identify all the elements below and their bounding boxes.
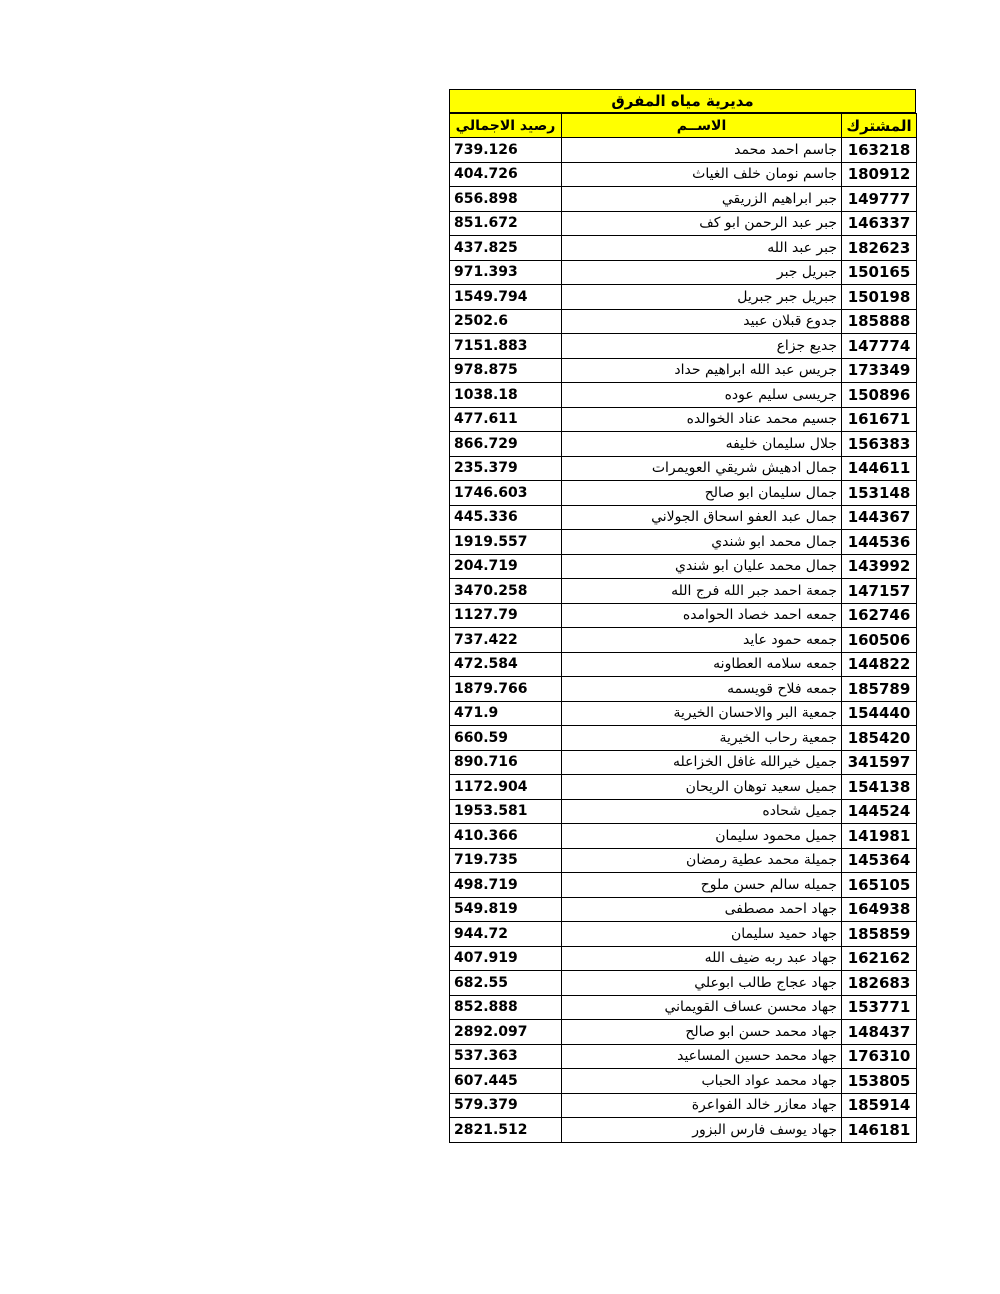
table-row (450, 358, 917, 383)
subscriber-id-cell: 149777 (842, 187, 917, 212)
balance-cell: 1127.79 (450, 603, 562, 628)
balance-cell: 579.379 (450, 1093, 562, 1118)
subscriber-name-cell: جهاد محمد عواد الحباب (562, 1069, 842, 1094)
header-row (450, 114, 917, 138)
subscriber-id-cell: 185859 (842, 922, 917, 947)
table-row (450, 922, 917, 947)
table-row (450, 309, 917, 334)
subscriber-name-cell: جهاد معازر خالد الفواعرة (562, 1093, 842, 1118)
subscriber-id-cell: 144822 (842, 652, 917, 677)
subscriber-name-cell: جمعة احمد جبر الله فرج الله (562, 579, 842, 604)
subscriber-sheet (449, 89, 916, 1143)
subscriber-name-cell: جبريل جبر جبريل (562, 285, 842, 310)
balance-cell: 978.875 (450, 358, 562, 383)
balance-cell: 437.825 (450, 236, 562, 261)
table-row (450, 530, 917, 555)
subscriber-name-cell: جمعه سلامه العطاونه (562, 652, 842, 677)
subscriber-name-cell: جاسم نومان خلف الغياث (562, 162, 842, 187)
header-subscriber: المشترك (842, 114, 917, 138)
balance-cell: 407.919 (450, 946, 562, 971)
balance-cell: 477.611 (450, 407, 562, 432)
subscriber-name-cell: جمال ادهيش شريقي العويمرات (562, 456, 842, 481)
subscriber-name-cell: جميلة محمد عطية رمضان (562, 848, 842, 873)
header-balance: رصيد الاجمالي (450, 114, 562, 138)
subscriber-id-cell: 161671 (842, 407, 917, 432)
subscriber-name-cell: جميل سعيد توهان الريحان (562, 775, 842, 800)
subscriber-name-cell: جمعية رحاب الخيرية (562, 726, 842, 751)
subscriber-name-cell: جمال محمد عليان ابو شندي (562, 554, 842, 579)
table-row (450, 1118, 917, 1143)
subscriber-id-cell: 185420 (842, 726, 917, 751)
table-row (450, 652, 917, 677)
subscriber-id-cell: 147774 (842, 334, 917, 359)
subscriber-name-cell: جمال عبد العفو اسحاق الجولاني (562, 505, 842, 530)
header-name: الاســم (562, 114, 842, 138)
subscriber-id-cell: 160506 (842, 628, 917, 653)
table-row (450, 1044, 917, 1069)
balance-cell: 944.72 (450, 922, 562, 947)
subscriber-name-cell: جميله سالم حسن ملوح (562, 873, 842, 898)
subscriber-id-cell: 154138 (842, 775, 917, 800)
balance-cell: 851.672 (450, 211, 562, 236)
subscriber-id-cell: 146181 (842, 1118, 917, 1143)
subscriber-id-cell: 153805 (842, 1069, 917, 1094)
subscriber-name-cell: جمال محمد ابو شندي (562, 530, 842, 555)
subscriber-id-cell: 148437 (842, 1020, 917, 1045)
table-row (450, 554, 917, 579)
balance-cell: 2892.097 (450, 1020, 562, 1045)
subscriber-id-cell: 182683 (842, 971, 917, 996)
table-row (450, 481, 917, 506)
balance-cell: 1746.603 (450, 481, 562, 506)
balance-cell: 3470.258 (450, 579, 562, 604)
table-row (450, 873, 917, 898)
subscriber-name-cell: جاسم احمد محمد (562, 138, 842, 163)
table-row (450, 726, 917, 751)
balance-cell: 1879.766 (450, 677, 562, 702)
table-row (450, 138, 917, 163)
subscriber-name-cell: جمعه حمود عايد (562, 628, 842, 653)
table-row (450, 407, 917, 432)
subscriber-name-cell: جبريل جبر (562, 260, 842, 285)
subscriber-id-cell: 154440 (842, 701, 917, 726)
balance-cell: 1038.18 (450, 383, 562, 408)
subscriber-name-cell: جبر ابراهيم الزريقي (562, 187, 842, 212)
table-row (450, 677, 917, 702)
subscriber-name-cell: جهاد محمد حسين المساعيد (562, 1044, 842, 1069)
balance-cell: 404.726 (450, 162, 562, 187)
balance-cell: 472.584 (450, 652, 562, 677)
subscriber-table (449, 113, 917, 1143)
table-row (450, 775, 917, 800)
balance-cell: 1919.557 (450, 530, 562, 555)
subscriber-id-cell: 162162 (842, 946, 917, 971)
subscriber-id-cell: 163218 (842, 138, 917, 163)
balance-cell: 445.336 (450, 505, 562, 530)
subscriber-name-cell: جهاد محسن عساف القويماني (562, 995, 842, 1020)
table-row (450, 162, 917, 187)
subscriber-id-cell: 176310 (842, 1044, 917, 1069)
subscriber-id-cell: 150896 (842, 383, 917, 408)
balance-cell: 2502.6 (450, 309, 562, 334)
subscriber-id-cell: 164938 (842, 897, 917, 922)
table-row (450, 603, 917, 628)
subscriber-id-cell: 185888 (842, 309, 917, 334)
subscriber-id-cell: 141981 (842, 824, 917, 849)
table-row (450, 971, 917, 996)
balance-cell: 660.59 (450, 726, 562, 751)
table-row (450, 260, 917, 285)
subscriber-id-cell: 146337 (842, 211, 917, 236)
table-row (450, 432, 917, 457)
table-row (450, 1020, 917, 1045)
subscriber-name-cell: جهاد يوسف فارس البزور (562, 1118, 842, 1143)
subscriber-id-cell: 165105 (842, 873, 917, 898)
table-row (450, 505, 917, 530)
subscriber-id-cell: 144611 (842, 456, 917, 481)
table-row (450, 187, 917, 212)
subscriber-name-cell: جهاد عجاج طالب ابوعلي (562, 971, 842, 996)
subscriber-id-cell: 150165 (842, 260, 917, 285)
table-row (450, 236, 917, 261)
subscriber-name-cell: جبر عبد الله (562, 236, 842, 261)
table-row (450, 701, 917, 726)
subscriber-id-cell: 173349 (842, 358, 917, 383)
subscriber-id-cell: 143992 (842, 554, 917, 579)
table-row (450, 456, 917, 481)
table-row (450, 211, 917, 236)
table-row (450, 1069, 917, 1094)
balance-cell: 852.888 (450, 995, 562, 1020)
table-row (450, 946, 917, 971)
subscriber-name-cell: جمعه فلاح قويسمه (562, 677, 842, 702)
subscriber-id-cell: 341597 (842, 750, 917, 775)
balance-cell: 890.716 (450, 750, 562, 775)
balance-cell: 971.393 (450, 260, 562, 285)
subscriber-name-cell: جهاد احمد مصطفى (562, 897, 842, 922)
balance-cell: 410.366 (450, 824, 562, 849)
subscriber-name-cell: جميل محمود سليمان (562, 824, 842, 849)
subscriber-name-cell: جمعه احمد خصاد الحوامده (562, 603, 842, 628)
balance-cell: 549.819 (450, 897, 562, 922)
subscriber-id-cell: 185914 (842, 1093, 917, 1118)
table-row (450, 285, 917, 310)
subscriber-id-cell: 153771 (842, 995, 917, 1020)
subscriber-id-cell: 144367 (842, 505, 917, 530)
subscriber-id-cell: 145364 (842, 848, 917, 873)
balance-cell: 7151.883 (450, 334, 562, 359)
balance-cell: 1172.904 (450, 775, 562, 800)
table-row (450, 750, 917, 775)
balance-cell: 2821.512 (450, 1118, 562, 1143)
subscriber-name-cell: جمعية البر والاحسان الخيرية (562, 701, 842, 726)
balance-cell: 739.126 (450, 138, 562, 163)
subscriber-name-cell: جريس عبد الله ابراهيم حداد (562, 358, 842, 383)
table-row (450, 824, 917, 849)
table-row (450, 995, 917, 1020)
sheet-title: مديرية مياه المفرق (449, 89, 916, 113)
balance-cell: 204.719 (450, 554, 562, 579)
balance-cell: 719.735 (450, 848, 562, 873)
balance-cell: 682.55 (450, 971, 562, 996)
balance-cell: 656.898 (450, 187, 562, 212)
subscriber-id-cell: 180912 (842, 162, 917, 187)
table-row (450, 628, 917, 653)
subscriber-id-cell: 150198 (842, 285, 917, 310)
balance-cell: 1953.581 (450, 799, 562, 824)
subscriber-name-cell: جلال سليمان خليفه (562, 432, 842, 457)
balance-cell: 471.9 (450, 701, 562, 726)
subscriber-id-cell: 144536 (842, 530, 917, 555)
subscriber-name-cell: جهاد حميد سليمان (562, 922, 842, 947)
subscriber-name-cell: جبر عبد الرحمن ابو كف (562, 211, 842, 236)
subscriber-name-cell: جديع جزاع (562, 334, 842, 359)
subscriber-id-cell: 144524 (842, 799, 917, 824)
table-row (450, 848, 917, 873)
balance-cell: 1549.794 (450, 285, 562, 310)
balance-cell: 537.363 (450, 1044, 562, 1069)
table-row (450, 334, 917, 359)
subscriber-name-cell: جميل خيرالله غافل الخزاعله (562, 750, 842, 775)
balance-cell: 498.719 (450, 873, 562, 898)
subscriber-name-cell: جمال سليمان ابو صالح (562, 481, 842, 506)
subscriber-id-cell: 162746 (842, 603, 917, 628)
table-row (450, 383, 917, 408)
subscriber-id-cell: 182623 (842, 236, 917, 261)
balance-cell: 607.445 (450, 1069, 562, 1094)
table-row (450, 799, 917, 824)
subscriber-name-cell: جسيم محمد عناد الخوالده (562, 407, 842, 432)
table-row (450, 1093, 917, 1118)
table-row (450, 579, 917, 604)
subscriber-name-cell: جهاد محمد حسن ابو صالح (562, 1020, 842, 1045)
balance-cell: 235.379 (450, 456, 562, 481)
subscriber-id-cell: 153148 (842, 481, 917, 506)
subscriber-name-cell: جهاد عبد ربه ضيف الله (562, 946, 842, 971)
balance-cell: 737.422 (450, 628, 562, 653)
subscriber-name-cell: جريسى سليم عوده (562, 383, 842, 408)
subscriber-id-cell: 156383 (842, 432, 917, 457)
balance-cell: 866.729 (450, 432, 562, 457)
subscriber-id-cell: 147157 (842, 579, 917, 604)
subscriber-name-cell: جدوع قبلان عبيد (562, 309, 842, 334)
subscriber-id-cell: 185789 (842, 677, 917, 702)
table-row (450, 897, 917, 922)
subscriber-name-cell: جميل شحاده (562, 799, 842, 824)
